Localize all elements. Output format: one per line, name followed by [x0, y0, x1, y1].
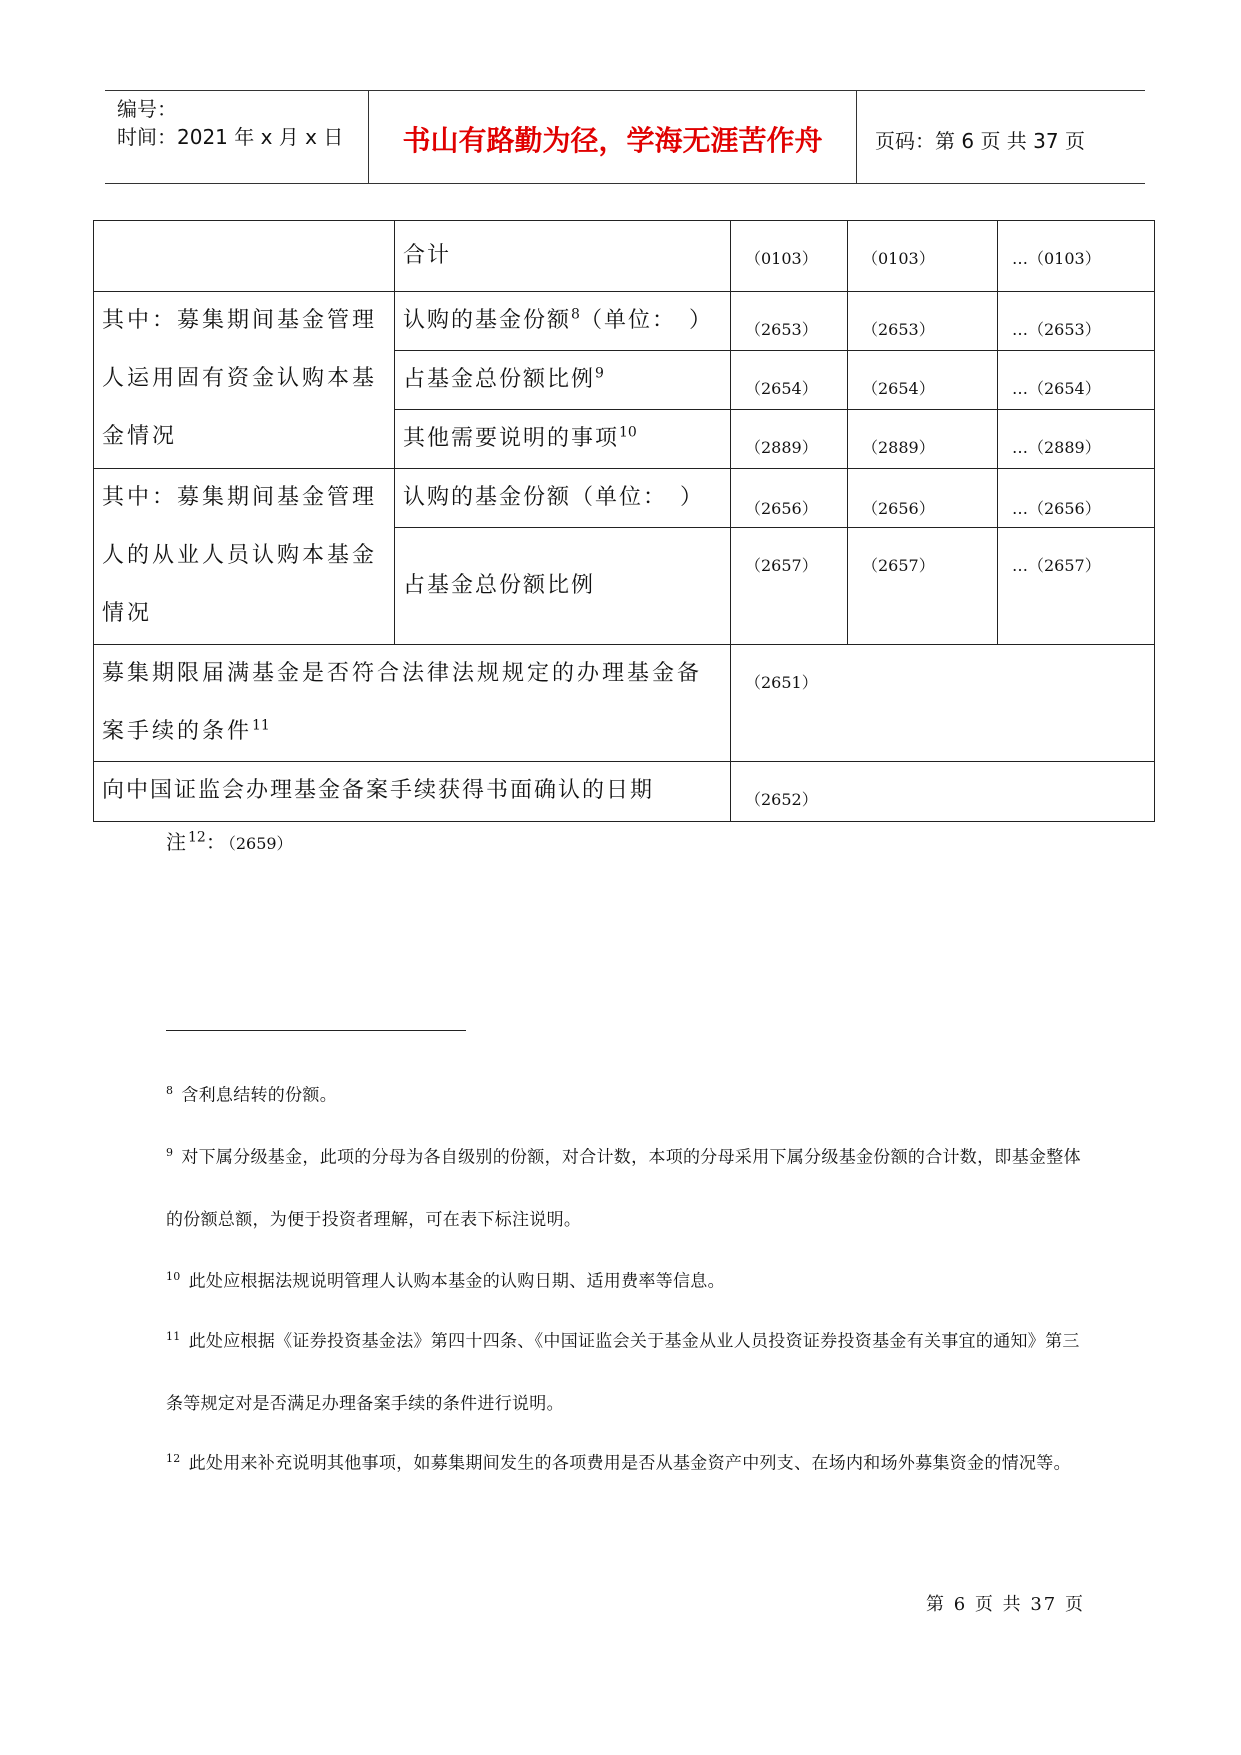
code-cell: （0103）: [731, 221, 848, 292]
code-cell: …（2889）: [998, 410, 1155, 469]
code-cell: （2657）: [848, 528, 998, 645]
code-cell: （2653）: [848, 292, 998, 351]
header-center: [368, 91, 857, 183]
code-cell: （2654）: [731, 351, 848, 410]
code-cell: …（2653）: [998, 292, 1155, 351]
compliance-label: 募集期限届满基金是否符合法律法规规定的办理基金备案手续的条件$^{11}$: [94, 645, 731, 762]
footnote: $^9$ 对下属分级基金，此项的分母为各自级别的份额，对合计数，本项的分母采用下属分级基金份额的合计数，即基金整体的份额总额，为便于投资者理解，可在表下标注说明。: [166, 1146, 1081, 1230]
header-left: [105, 91, 368, 183]
code-cell: （2656）: [848, 469, 998, 528]
document-number-label: 编号：: [117, 97, 177, 121]
row-label: 其他需要说明的事项$^{10}$: [395, 410, 731, 469]
code-cell: …（2657）: [998, 528, 1155, 645]
row-label: 认购的基金份额（单位： ）: [395, 469, 731, 528]
code-cell: …（0103）: [998, 221, 1155, 292]
confirm-date-label: 向中国证监会办理基金备案手续获得书面确认的日期: [94, 762, 731, 822]
footnote-ref: 9: [595, 365, 604, 382]
footnote: $^8$ 含利息结转的份额。: [166, 1084, 338, 1106]
table-row-confirm-date: [94, 762, 1155, 822]
subscription-table: [93, 220, 1155, 822]
footnote-divider: [166, 1030, 466, 1031]
code-cell: …（2656）: [998, 469, 1155, 528]
code-cell: （2652）: [731, 762, 1155, 822]
header-right: [857, 91, 1145, 183]
footnote: $^{10}$ 此处应根据法规说明管理人认购本基金的认购日期、适用费率等信息。: [166, 1270, 725, 1292]
code-cell: （2651）: [731, 645, 1155, 762]
footnote: $^{11}$ 此处应根据《证券投资基金法》第四十四条、《中国证监会关于基金从业人员投资证券投资基金有关事宜的通知》第三条等规定对是否满足办理备案手续的条件进行说明。: [166, 1330, 1080, 1414]
note-code: （2659）: [227, 834, 293, 853]
code-cell: （2889）: [731, 410, 848, 469]
row-label-total: 合计: [395, 221, 731, 292]
footnote-ref: 12: [188, 829, 206, 846]
code-cell: …（2654）: [998, 351, 1155, 410]
document-time: 时间：2021 年 x 月 x 日: [117, 125, 344, 149]
row-label: 占基金总份额比例$^9$: [395, 351, 731, 410]
code-cell: （2657）: [731, 528, 848, 645]
table-row: [94, 292, 1155, 351]
row-label: 占基金总份额比例: [395, 528, 731, 645]
footnote-ref: 8: [571, 306, 580, 323]
page-header: [105, 90, 1145, 184]
group-title-manager-staff: 其中：募集期间基金管理人的从业人员认购本基金情况: [94, 469, 395, 645]
table-row: [94, 469, 1155, 528]
header-motto: 书山有路勤为径，学海无涯苦作舟: [402, 124, 823, 157]
footnote-ref: 10: [619, 424, 637, 441]
footnote: $^{12}$ 此处用来补充说明其他事项，如募集期间发生的各项费用是否从基金资产中列支、在场内和场外募集资金的情况等。: [166, 1452, 1071, 1474]
table-cell-empty: [94, 221, 395, 292]
code-cell: （2653）: [731, 292, 848, 351]
code-cell: （2654）: [848, 351, 998, 410]
row-label: 认购的基金份额$^8$（单位： ）: [395, 292, 731, 351]
code-cell: （2889）: [848, 410, 998, 469]
code-cell: （0103）: [848, 221, 998, 292]
table-row-total: [94, 221, 1155, 292]
group-title-manager-own-funds: 其中：募集期间基金管理人运用固有资金认购本基金情况: [94, 292, 395, 469]
header-page-info: 页码：第 6 页 共 37 页: [875, 129, 1085, 153]
footnote-ref: 11: [252, 717, 270, 734]
table-note: 注$^{12}$：（2659）: [166, 829, 293, 854]
table-row-compliance: [94, 645, 1155, 762]
page-footer: 第 6 页 共 37 页: [926, 1594, 1085, 1615]
code-cell: （2656）: [731, 469, 848, 528]
